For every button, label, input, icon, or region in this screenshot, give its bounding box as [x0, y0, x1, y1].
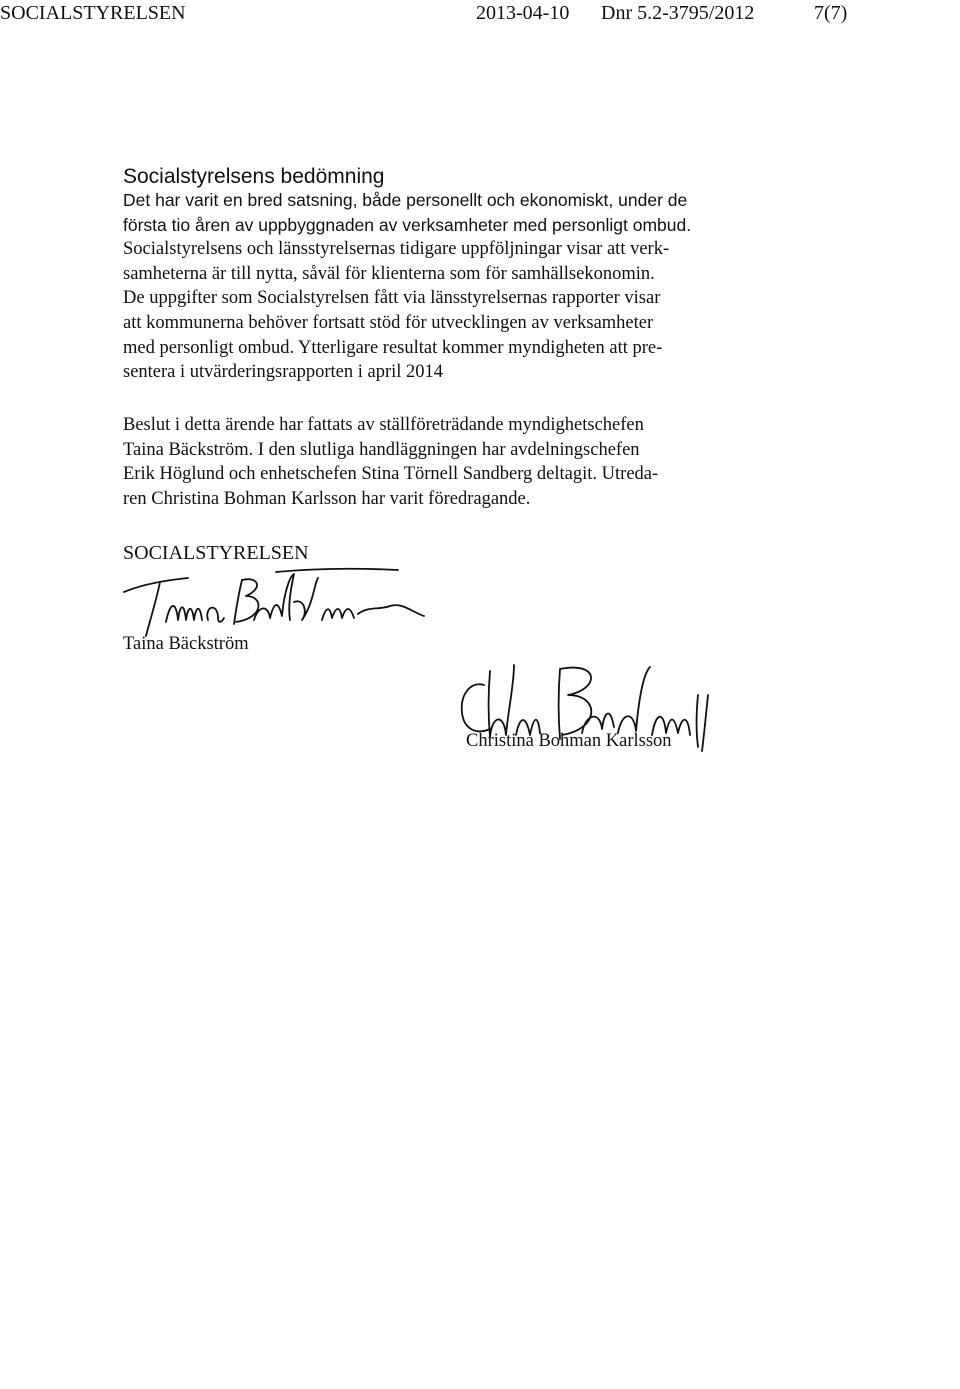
text-line: sentera i utvärderingsrapporten i april 2014	[123, 362, 444, 383]
text-line: Taina Bäckström. I den slutliga handläggningen har avdelningschefen	[123, 439, 640, 460]
header-page-number: 7(7)	[814, 2, 848, 24]
section-heading: Socialstyrelsens bedömning	[123, 165, 385, 188]
header-date: 2013-04-10	[476, 2, 570, 24]
assessment-paragraph	[123, 188, 763, 385]
text-line: första tio åren av uppbyggnaden av verksamheter med personligt ombud.	[123, 214, 692, 235]
text-line: med personligt ombud. Ytterligare resultat kommer myndigheten att pre-	[123, 337, 663, 358]
signer-1-name: Taina Bäckström	[123, 634, 249, 654]
text-line: att kommunerna behöver fortsatt stöd för utvecklingen av verksamheter	[123, 312, 654, 333]
text-line: ren Christina Bohman Karlsson har varit föredragande.	[123, 488, 531, 509]
text-line: Beslut i detta ärende har fattats av ställföreträdande myndighetschefen	[123, 415, 644, 435]
text-line: Socialstyrelsens och länsstyrelsernas tidigare uppföljningar visar att verk-	[123, 239, 670, 260]
text-line: samheterna är till nytta, såväl för klienterna som för samhällsekonomin.	[123, 263, 655, 284]
header-organization: SOCIALSTYRELSEN	[0, 2, 186, 24]
decision-paragraph	[123, 413, 763, 511]
header-diary-number: Dnr 5.2-3795/2012	[601, 2, 755, 24]
text-line: Det har varit en bred satsning, både personellt och ekonomiskt, under de	[123, 190, 688, 210]
signature-organization: SOCIALSTYRELSEN	[123, 542, 309, 564]
text-line: De uppgifter som Socialstyrelsen fått via länsstyrelsernas rapporter visar	[123, 288, 661, 309]
signer-2-name: Christina Bohman Karlsson	[466, 731, 672, 751]
text-line: Erik Höglund och enhetschefen Stina Törnell Sandberg deltagit. Utreda-	[123, 464, 659, 485]
signature-1-handwriting	[118, 562, 458, 640]
